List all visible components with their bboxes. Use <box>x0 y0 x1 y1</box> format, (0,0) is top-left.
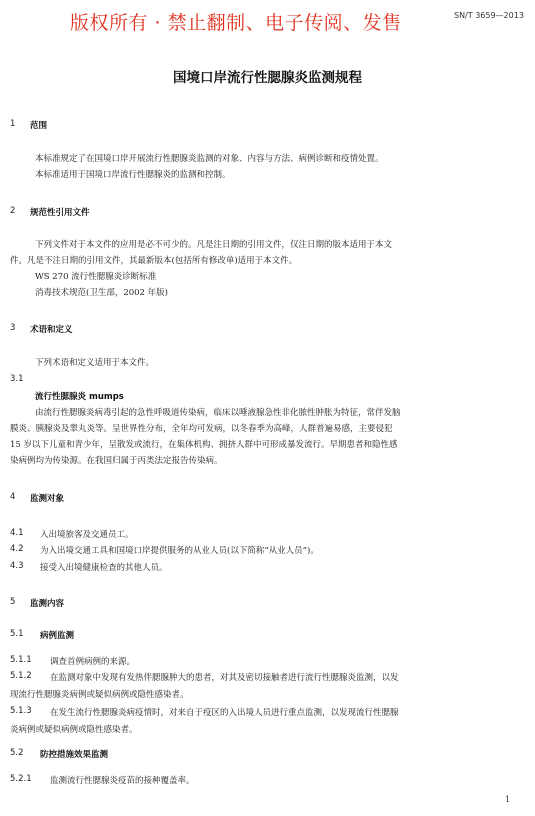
section-5-number: 5 <box>10 597 16 607</box>
item-4-3-text: 接受入出境健康检查的其他人员。 <box>40 563 168 573</box>
section-1-paragraph-2: 本标准适用于国境口岸流行性腮腺炎的监测和控制。 <box>35 170 231 180</box>
document-title: 国境口岸流行性腮腺炎监测规程 <box>173 70 362 86</box>
section-2-paragraph-line-2: 件。凡是不注日期的引用文件，其最新版本(包括所有修改单)适用于本文件。 <box>10 256 298 266</box>
definition-line-2: 膜炎、胰腺炎及睾丸炎等。呈世界性分布，全年均可发病，以冬春季为高峰，人群普遍易感，主要侵犯 <box>10 424 393 434</box>
item-5-1-2-number: 5.1.2 <box>10 671 32 681</box>
watermark-banner: 版权所有 · 禁止翻制、电子传阅、发售 <box>70 12 402 34</box>
section-1-title: 范围 <box>30 121 48 131</box>
item-4-2-text: 为入出境交通工具和国境口岸提供服务的从业人员(以下简称“从业人员”)。 <box>40 546 319 556</box>
standard-code: SN/T 3659—2013 <box>454 11 524 20</box>
item-5-1-2-line-1: 在监测对象中发现有发热伴腮腺肿大的患者，对其及密切接触者进行流行性腮腺炎监测，以发 <box>50 673 399 683</box>
item-4-3-number: 4.3 <box>10 561 24 571</box>
section-1-number: 1 <box>10 119 16 129</box>
item-4-1-text: 入出境旅客及交通员工。 <box>40 530 134 540</box>
definition-line-4: 染病例均为传染源。在我国归属于丙类法定报告传染病。 <box>10 456 223 466</box>
page-number: 1 <box>505 795 511 804</box>
item-5-1-3-line-1: 在发生流行性腮腺炎病疫情时，对来自于疫区的入出境人员进行重点监测，以发现流行性腮腺 <box>50 708 399 718</box>
section-2-paragraph-line-1: 下列文件对于本文件的应用是必不可少的。凡是注日期的引用文件，仅注日期的版本适用于本文 <box>35 240 393 250</box>
item-5-1-3-line-2: 炎病例或疑似病例或隐性感染者。 <box>10 725 138 735</box>
term-mumps: 流行性腮腺炎 mumps <box>35 392 124 402</box>
item-5-1-1-number: 5.1.1 <box>10 655 32 665</box>
item-4-2-number: 4.2 <box>10 544 24 554</box>
reference-disinfection-spec: 消毒技术规范(卫生部，2002 年版) <box>35 288 168 298</box>
section-3-number: 3 <box>10 323 16 333</box>
subsection-5-2-title: 防控措施效果监测 <box>40 750 109 760</box>
section-2-title: 规范性引用文件 <box>30 208 90 218</box>
reference-ws270: WS 270 流行性腮腺炎诊断标准 <box>35 272 157 282</box>
subsection-5-1-number: 5.1 <box>10 629 24 639</box>
section-1-paragraph-1: 本标准规定了在国境口岸开展流行性腮腺炎监测的对象、内容与方法、病例诊断和疫情处置。 <box>35 154 384 164</box>
section-3-paragraph: 下列术语和定义适用于本文件。 <box>35 358 155 368</box>
subsection-5-2-number: 5.2 <box>10 748 24 758</box>
section-4-title: 监测对象 <box>30 494 65 504</box>
item-5-2-1-text: 监测流行性腮腺炎疫苗的接种覆盖率。 <box>50 776 195 786</box>
section-5-title: 监测内容 <box>30 599 65 609</box>
item-5-1-3-number: 5.1.3 <box>10 706 32 716</box>
section-3-title: 术语和定义 <box>30 325 73 335</box>
item-4-1-number: 4.1 <box>10 528 24 538</box>
subsection-5-1-title: 病例监测 <box>40 631 75 641</box>
section-2-number: 2 <box>10 206 16 216</box>
item-5-2-1-number: 5.2.1 <box>10 774 32 784</box>
subsection-3-1-number: 3.1 <box>10 374 24 384</box>
section-4-number: 4 <box>10 492 16 502</box>
item-5-1-2-line-2: 现流行性腮腺炎病例或疑似病例或隐性感染者。 <box>10 690 189 700</box>
definition-line-3: 15 岁以下儿童和青少年，呈散发或流行，在集体机构、拥挤人群中可形成暴发流行。早期患者和隐性感 <box>10 440 398 450</box>
definition-line-1: 由流行性腮腺炎病毒引起的急性呼吸道传染病，临床以唾液腺急性非化脓性肿胀为特征，常伴发脑 <box>35 408 401 418</box>
item-5-1-1-text: 调查首例病例的来源。 <box>50 657 136 667</box>
